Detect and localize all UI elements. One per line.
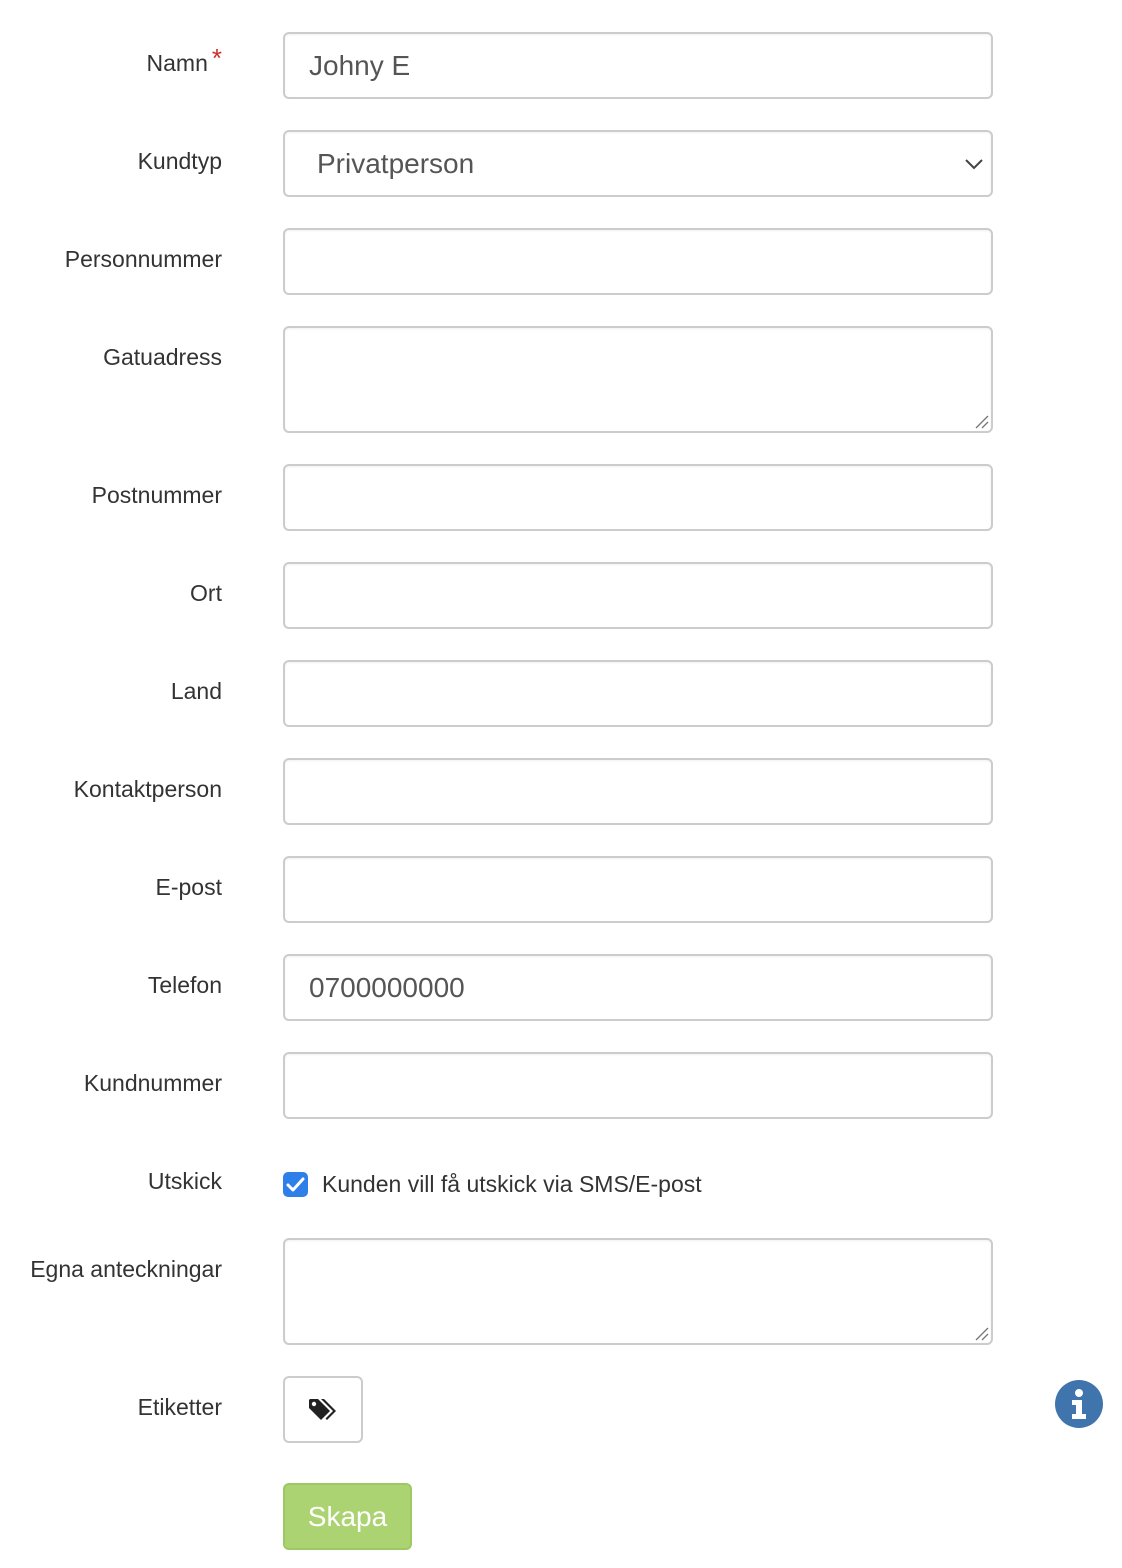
tags-label: Etiketter	[137, 1394, 222, 1420]
postal-code-input[interactable]	[283, 464, 993, 531]
notes-textarea[interactable]	[283, 1238, 993, 1345]
notes-label: Egna anteckningar	[30, 1256, 222, 1282]
country-input[interactable]	[283, 660, 993, 727]
personal-number-input[interactable]	[283, 228, 993, 295]
info-glyph	[1055, 1380, 1103, 1428]
customer-number-label: Kundnummer	[83, 1070, 222, 1096]
resize-grip-icon[interactable]	[973, 413, 989, 429]
name-label: Namn *	[146, 43, 222, 76]
email-input[interactable]	[283, 856, 993, 923]
phone-input[interactable]	[283, 954, 993, 1021]
create-button[interactable]: Skapa	[283, 1483, 412, 1550]
mailing-label: Utskick	[147, 1168, 222, 1194]
customer-number-input[interactable]	[283, 1052, 993, 1119]
tags-button[interactable]	[283, 1376, 363, 1443]
name-input-value: Johny E	[309, 49, 411, 81]
tags-icon	[307, 1397, 341, 1425]
postal-code-label: Postnummer	[91, 482, 222, 508]
required-asterisk: *	[211, 43, 222, 73]
phone-input-value: 0700000000	[309, 971, 465, 1003]
contact-person-input[interactable]	[283, 758, 993, 825]
customer-type-select[interactable]	[283, 130, 993, 197]
street-address-textarea[interactable]	[283, 326, 993, 433]
info-icon[interactable]	[1055, 1380, 1103, 1428]
checkmark-icon	[286, 1176, 305, 1193]
mailing-checkbox[interactable]	[283, 1172, 308, 1197]
contact-person-label: Kontaktperson	[73, 776, 222, 802]
name-input[interactable]	[283, 32, 993, 99]
email-label: E-post	[155, 874, 222, 900]
country-label: Land	[170, 678, 222, 704]
street-address-label: Gatuadress	[103, 344, 222, 370]
chevron-down-icon	[963, 156, 985, 172]
city-input[interactable]	[283, 562, 993, 629]
customer-type-label: Kundtyp	[137, 148, 222, 174]
customer-type-value: Privatperson	[317, 147, 475, 179]
phone-label: Telefon	[147, 972, 222, 998]
resize-grip-icon[interactable]	[973, 1325, 989, 1341]
city-label: Ort	[190, 580, 222, 606]
mailing-checkbox-label[interactable]: Kunden vill få utskick via SMS/E-post	[322, 1171, 702, 1197]
personal-number-label: Personnummer	[64, 246, 222, 272]
